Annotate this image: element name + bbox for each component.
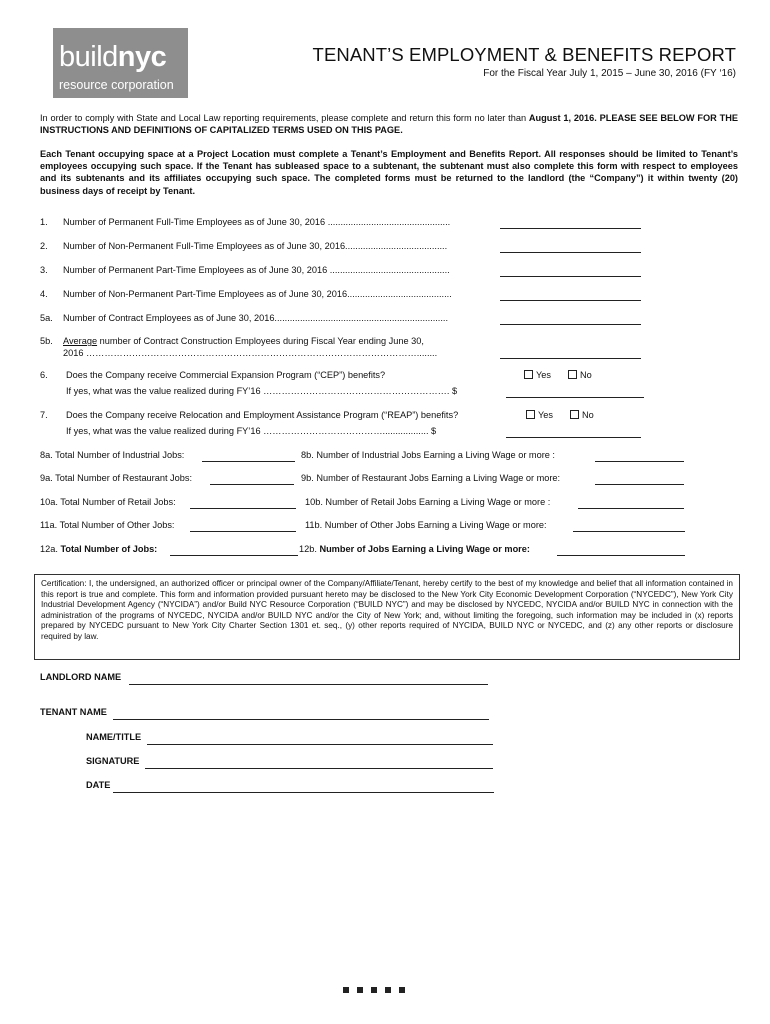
footer-square-icon [385, 987, 391, 993]
question-label: Does the Company receive Relocation and Employment Assistance Program (“REAP”) benefits? [66, 410, 459, 420]
question-label: Number of Contract Employees as of June 30, 2016.................................................................... [63, 313, 449, 323]
answer-field[interactable] [500, 324, 641, 325]
logo-wordmark: buildnyc [59, 41, 167, 73]
question-label: Number of Non-Permanent Part-Time Employees as of June 30, 2016......................................... [63, 289, 452, 299]
signature-field[interactable] [145, 768, 493, 769]
question-followup: If yes, what was the value realized during FY’16 ……………………………………………………. $ [66, 386, 458, 396]
name-title-row [86, 732, 506, 742]
reap-no-option[interactable]: No [570, 410, 594, 420]
jobs-total-field[interactable] [190, 508, 296, 509]
signature-row [86, 756, 506, 766]
jobs-living-wage-field[interactable] [595, 484, 684, 485]
signature-label: SIGNATURE [86, 756, 140, 766]
question-label: Number of Permanent Part-Time Employees as of June 30, 2016 ............................................... [63, 265, 450, 275]
question-number: 5a. [40, 313, 53, 323]
question-row-5b [40, 336, 740, 360]
landlord-name-field[interactable] [129, 684, 488, 685]
jobs-living-wage-field[interactable] [578, 508, 684, 509]
question-label: Average number of Contract Construction Employees during Fiscal Year ending June 30, [63, 336, 424, 346]
page-title: TENANT’S EMPLOYMENT & BENEFITS REPORT [312, 44, 736, 65]
intro-paragraph-1: In order to comply with State and Local Law reporting requirements, please complete and return this form no later than August 1, 2016. PLEASE SEE BELOW FOR THE INSTRUCTIONS AND DEFINITIONS OF CAPITALIZED TERMS USED ON THIS PAGE. [40, 113, 738, 136]
checkbox-icon[interactable] [568, 370, 577, 379]
answer-field[interactable] [500, 252, 641, 253]
footer-square-icon [371, 987, 377, 993]
checkbox-icon[interactable] [570, 410, 579, 419]
answer-field[interactable] [500, 300, 641, 301]
checkbox-icon[interactable] [524, 370, 533, 379]
landlord-name-row [40, 672, 500, 682]
question-number: 6. [40, 370, 48, 380]
jobs-living-wage-label: 8b. Number of Industrial Jobs Earning a Living Wage or more : [301, 450, 555, 460]
footer-square-icon [343, 987, 349, 993]
answer-field[interactable] [500, 276, 641, 277]
date-field[interactable] [113, 792, 494, 793]
jobs-living-wage-field[interactable] [573, 531, 685, 532]
jobs-living-wage-field[interactable] [557, 555, 685, 556]
question-label: Number of Non-Permanent Full-Time Employees as of June 30, 2016........................................ [63, 241, 448, 251]
footer-square-icon [399, 987, 405, 993]
date-row [86, 780, 506, 790]
reap-yes-option[interactable]: Yes [526, 410, 553, 420]
question-number: 3. [40, 265, 48, 275]
cep-no-option[interactable]: No [568, 370, 592, 380]
certification-box: Certification: I, the undersigned, an authorized officer or principal owner of the Company/Affiliate/Tenant, hereby certify to the best of my knowledge and belief that all information contained in this report is true and complete. This form and information provided pursuant hereto may be disclosed to the New York City Economic Development Corporation (“NYCEDC”), New York City Industrial Development Agency (“NYCIDA”) and/or Build NYC Resource Corporation (“BUILD NYC”) and may be disclosed by NYCEDC, NYCIDA and/or BUILD NYC in connection with the administration of the programs of NYCEDC, NYCIDA and/or BUILD NYC and/or the City of New York; and, without limiting the foregoing, such information may be included in (x) reports prepared by NYCEDC pursuant to New York City Charter Section 1301 et. seq., (y) other reports required of NYCIDA, BUILD NYC or NYCEDC, and (z) any other reports or disclosure required by law. [34, 574, 740, 660]
question-number: 1. [40, 217, 48, 227]
jobs-total-field[interactable] [202, 461, 295, 462]
landlord-name-label: LANDLORD NAME [40, 672, 122, 682]
answer-field[interactable] [500, 358, 641, 359]
jobs-living-wage-field[interactable] [595, 461, 684, 462]
question-row-cep [40, 370, 740, 398]
date-label: DATE [86, 780, 111, 790]
tenant-name-label: TENANT NAME [40, 707, 107, 717]
question-label: Number of Permanent Full-Time Employees as of June 30, 2016 ................................................ [63, 217, 451, 227]
jobs-living-wage-label: 10b. Number of Retail Jobs Earning a Living Wage or more : [305, 497, 551, 507]
reap-value-field[interactable] [506, 437, 641, 438]
question-followup: If yes, what was the value realized during FY’16 ………………………………….................. $ [66, 426, 437, 436]
page-subtitle: For the Fiscal Year July 1, 2015 – June 30, 2016 (FY ‘16) [483, 68, 736, 79]
jobs-total-label: 11a. Total Number of Other Jobs: [40, 520, 175, 530]
question-number: 2. [40, 241, 48, 251]
jobs-total-field[interactable] [170, 555, 298, 556]
question-number: 7. [40, 410, 48, 420]
jobs-total-label: 10a. Total Number of Retail Jobs: [40, 497, 176, 507]
cep-value-field[interactable] [506, 397, 644, 398]
tenant-name-field[interactable] [113, 719, 489, 720]
question-label: Does the Company receive Commercial Expansion Program (“CEP”) benefits? [66, 370, 386, 380]
tenant-name-row [40, 707, 500, 717]
question-number: 4. [40, 289, 48, 299]
name-title-field[interactable] [147, 744, 493, 745]
question-number: 5b. [40, 336, 53, 346]
logo-tagline: resource corporation [59, 78, 174, 92]
jobs-living-wage-label: 11b. Number of Other Jobs Earning a Living Wage or more: [305, 520, 547, 530]
name-title-label: NAME/TITLE [86, 732, 142, 742]
jobs-living-wage-label: 9b. Number of Restaurant Jobs Earning a Living Wage or more: [301, 473, 561, 483]
jobs-total-field[interactable] [190, 531, 296, 532]
cep-yes-option[interactable]: Yes [524, 370, 551, 380]
jobs-total-label: 12a. Total Number of Jobs: [40, 544, 158, 554]
jobs-total-label: 8a. Total Number of Industrial Jobs: [40, 450, 185, 460]
jobs-total-field[interactable] [210, 484, 294, 485]
question-row-reap [40, 410, 740, 438]
jobs-total-label: 9a. Total Number of Restaurant Jobs: [40, 473, 193, 483]
question-label-continued: 2016 ………………………………………………………………………………………………........ [63, 348, 438, 358]
intro-paragraph-2: Each Tenant occupying space at a Project Location must complete a Tenant’s Employment and Benefits Report. All responses should be limited to Tenant’s employees occupying such space. If the Tenant has subleased space to a subtenant, the subtenant must also complete this form with respect to employees and its subtenants and its affiliates occupying such space. The completed forms must be returned to the landlord (the “Company”) it within twenty (20) business days of receipt by Tenant. [40, 149, 738, 196]
answer-field[interactable] [500, 228, 641, 229]
checkbox-icon[interactable] [526, 410, 535, 419]
footer-square-icon [357, 987, 363, 993]
buildnyc-logo [53, 28, 188, 98]
jobs-living-wage-label: 12b. Number of Jobs Earning a Living Wage or more: [299, 544, 530, 554]
